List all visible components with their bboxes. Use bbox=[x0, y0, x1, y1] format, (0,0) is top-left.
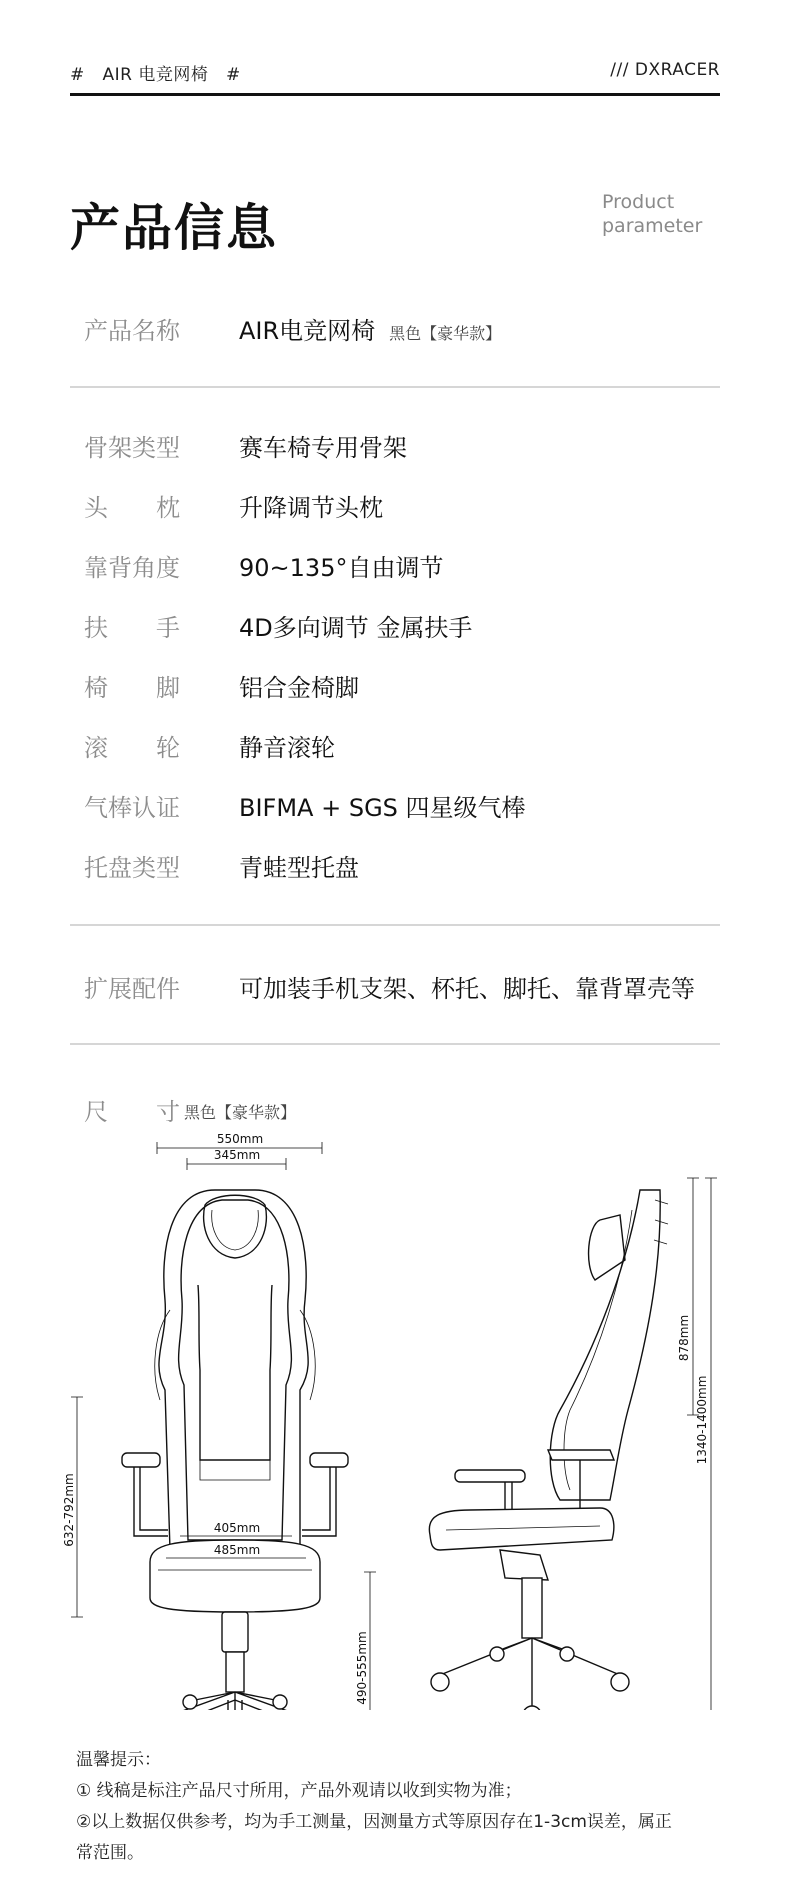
product-name: AIR电竞网椅 bbox=[239, 317, 376, 345]
spec-label: 扩展配件 bbox=[84, 975, 180, 1003]
spec-label: 尺 寸 bbox=[84, 1098, 180, 1126]
spec-value: BIFMA + SGS 四星级气棒 bbox=[239, 794, 526, 822]
product-variant: 黑色【豪华款】 bbox=[389, 324, 502, 343]
divider bbox=[70, 924, 720, 926]
spec-value: 升降调节头枕 bbox=[239, 494, 383, 522]
title-en-line-1: Product bbox=[602, 191, 675, 213]
top-bar bbox=[70, 60, 720, 86]
dim-total-height: 1340-1400mm bbox=[695, 1375, 709, 1465]
spec-label: 骨架类型 bbox=[84, 434, 180, 462]
spec-value: 静音滚轮 bbox=[239, 734, 335, 762]
dim-seat-height: 490-555mm bbox=[355, 1631, 369, 1705]
notes-line-2: ②以上数据仅供参考，均为手工测量，因测量方式等原因存在1-3cm误差，属正 bbox=[76, 1812, 672, 1832]
spec-value: 青蛙型托盘 bbox=[239, 854, 359, 882]
spec-label: 椅 脚 bbox=[84, 674, 180, 702]
dim-seat-outer: 485mm bbox=[213, 1543, 261, 1557]
series-tag: # AIR 电竞网椅 # bbox=[70, 65, 241, 85]
brand-name: /// DXRACER bbox=[610, 60, 720, 80]
spec-value: 90~135°自由调节 bbox=[239, 554, 444, 582]
dim-armrest-height: 632-792mm bbox=[62, 1473, 76, 1547]
spec-label: 气棒认证 bbox=[84, 794, 180, 822]
spec-label: 滚 轮 bbox=[84, 734, 180, 762]
notes-line-1: ① 线稿是标注产品尺寸所用，产品外观请以收到实物为准； bbox=[76, 1781, 522, 1801]
spec-label: 产品名称 bbox=[84, 317, 180, 345]
front-dimensions bbox=[62, 1132, 376, 1710]
spec-value bbox=[239, 311, 501, 346]
chair-side-view bbox=[429, 1190, 668, 1710]
dim-back-height: 878mm bbox=[677, 1314, 691, 1362]
spec-label: 托盘类型 bbox=[84, 854, 180, 882]
spec-value: 可加装手机支架、杯托、脚托、靠背罩壳等 bbox=[239, 975, 695, 1003]
divider bbox=[70, 1043, 720, 1045]
notes bbox=[76, 1745, 716, 1869]
divider bbox=[70, 386, 720, 388]
size-variant: 黑色【豪华款】 bbox=[184, 1103, 297, 1122]
spec-value: 赛车椅专用骨架 bbox=[239, 434, 407, 462]
header-rule bbox=[70, 93, 720, 96]
title-en-line-2: parameter bbox=[602, 215, 703, 237]
dim-width-back: 345mm bbox=[213, 1148, 261, 1162]
spec-label: 扶 手 bbox=[84, 614, 180, 642]
spec-label: 头 枕 bbox=[84, 494, 180, 522]
dim-seat-inner: 405mm bbox=[213, 1521, 261, 1535]
side-dimensions bbox=[422, 1178, 717, 1710]
dim-width-total: 550mm bbox=[216, 1132, 264, 1146]
spec-value: 铝合金椅脚 bbox=[239, 674, 359, 702]
page-title: 产品信息 bbox=[70, 199, 278, 257]
notes-title: 温馨提示： bbox=[76, 1750, 161, 1770]
spec-label: 靠背角度 bbox=[84, 554, 180, 582]
chair-front-view bbox=[121, 1190, 349, 1710]
notes-line-3: 常范围。 bbox=[76, 1843, 144, 1863]
spec-value: 4D多向调节 金属扶手 bbox=[239, 614, 473, 642]
page-title-en bbox=[602, 190, 722, 238]
chair-dimension-drawing bbox=[0, 1130, 790, 1710]
